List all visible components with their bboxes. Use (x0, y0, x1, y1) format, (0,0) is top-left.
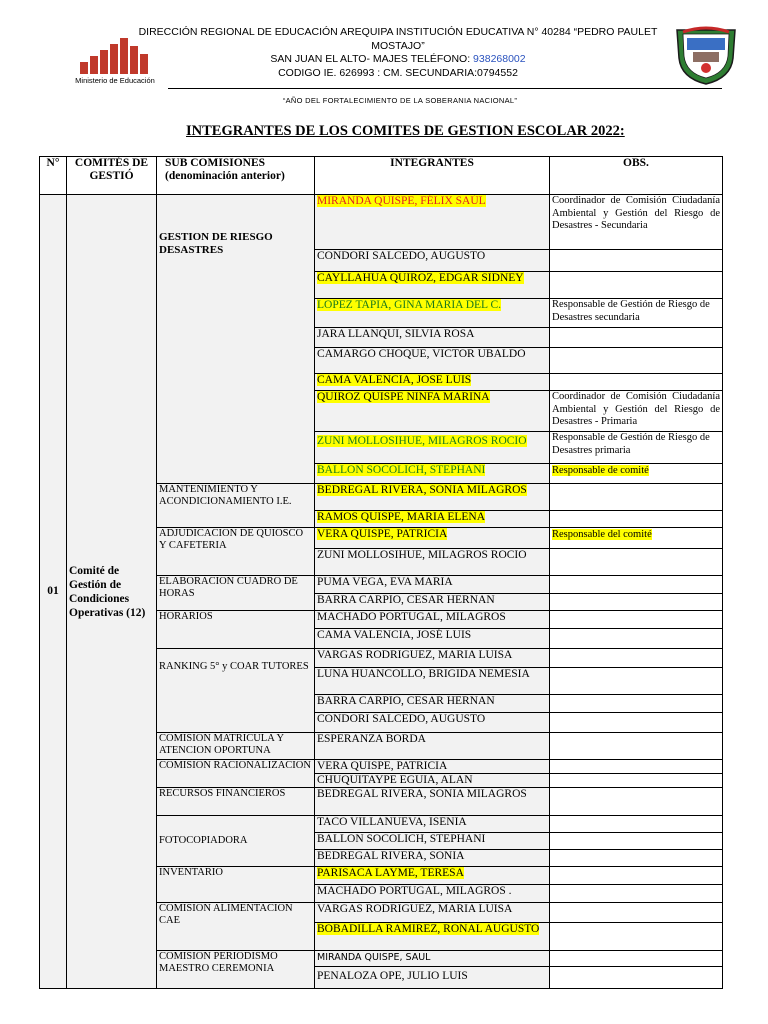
obs-cell (550, 549, 723, 576)
member-cell: BARRA CARPIO, CESAR HERNAN (315, 695, 550, 713)
institution-header (118, 26, 678, 80)
obs-cell (550, 649, 723, 668)
header-number: N° (40, 157, 67, 195)
ministry-label: Ministerio de Educación (75, 76, 155, 85)
table-header-row (40, 157, 723, 195)
table-row (40, 195, 723, 250)
member-cell: BEDREGAL RIVERA, SONIA MILAGROS (315, 484, 550, 511)
obs-cell (550, 885, 723, 903)
member-cell: VERA QUISPE, PATRICIA (315, 528, 550, 549)
header-committee: COMITÉS DE GESTIÓ (67, 157, 157, 195)
member-cell: PENALOZA OPE, JULIO LUIS (315, 967, 550, 989)
member-cell: TACO VILLANUEVA, ISENIA (315, 816, 550, 833)
header-line-1: DIRECCIÓN REGIONAL DE EDUCACIÓN AREQUIPA INSTITUCIÓN EDUCATIVA N° 40284 “PEDRO PAULET MOSTAJO” (138, 26, 658, 52)
header-members: INTEGRANTES (315, 157, 550, 195)
member-cell: VARGAS RODRIGUEZ, MARIA LUISA (315, 649, 550, 668)
subcommission-label: RANKING 5° y COAR TUTORES (157, 649, 315, 733)
subcommission-label: ADJUDICACION DE QUIOSCO Y CAFETERIA (157, 528, 315, 576)
obs-cell: Coordinador de Comisión Ciudadanía Ambiental y Gestión del Riesgo de Desastres - Secundaria (550, 195, 723, 250)
subcommission-label: COMISION ALIMENTACION CAE (157, 903, 315, 951)
obs-cell (550, 511, 723, 528)
obs-cell (550, 760, 723, 774)
obs-cell (550, 923, 723, 951)
subcommission-label: COMISION PERIODISMO MAESTRO CEREMONIA (157, 951, 315, 989)
member-cell: MIRANDA QUISPE, SAUL (315, 951, 550, 967)
member-cell: RAMOS QUISPE, MARIA ELENA (315, 511, 550, 528)
member-cell: MACHADO PORTUGAL, MILAGROS (315, 611, 550, 629)
header-obs: OBS. (550, 157, 723, 195)
header-rule (168, 88, 722, 89)
member-cell: BOBADILLA RAMIREZ, RONAL AUGUSTO (315, 923, 550, 951)
obs-cell (550, 951, 723, 967)
subcommission-label: ELABORACION CUADRO DE HORAS (157, 576, 315, 611)
obs-cell (550, 774, 723, 788)
subcommission-label: HORARIOS (157, 611, 315, 649)
member-cell: JARA LLANQUI, SILVIA ROSA (315, 328, 550, 348)
member-cell: BEDREGAL RIVERA, SONIA MILAGROS (315, 788, 550, 816)
page-title: INTEGRANTES DE LOS COMITES DE GESTION ESCOLAR 2022: (186, 123, 625, 139)
member-cell: BALLON SOCOLICH, STEPHANI (315, 833, 550, 850)
obs-cell (550, 374, 723, 391)
obs-cell (550, 833, 723, 850)
committee-number: 01 (40, 195, 67, 989)
header-subcommission: SUB COMISIONES (denominación anterior) (157, 157, 315, 195)
member-cell: CAMA VALENCIA, JOSÉ LUIS (315, 629, 550, 649)
member-cell: CONDORI SALCEDO, AUGUSTO (315, 250, 550, 272)
obs-cell (550, 484, 723, 511)
member-cell: QUIROZ QUISPE NINFA MARINA (315, 391, 550, 432)
member-cell: CHUQUITAYPE EGUIA, ALAN (315, 774, 550, 788)
committees-table (39, 156, 723, 989)
obs-cell (550, 668, 723, 695)
subcommission-label: RECURSOS FINANCIEROS (157, 788, 315, 816)
obs-cell (550, 733, 723, 760)
obs-cell (550, 576, 723, 594)
subcommission-label: INVENTARIO (157, 867, 315, 903)
member-cell: ZUNI MOLLOSIHUE, MILAGROS ROCIO (315, 432, 550, 464)
subcommission-label: FOTOCOPIADORA (157, 816, 315, 867)
obs-cell (550, 250, 723, 272)
member-cell: CONDORI SALCEDO, AUGUSTO (315, 713, 550, 733)
obs-cell (550, 328, 723, 348)
member-cell: BARRA CARPIO, CESAR HERNAN (315, 594, 550, 611)
obs-cell (550, 695, 723, 713)
header-line-3: CODIGO IE. 626993 : CM. SECUNDARIA:0794552 (278, 66, 518, 79)
member-cell: PARISACA LAYME, TERESA (315, 867, 550, 885)
member-cell: ZUNI MOLLOSIHUE, MILAGROS ROCIO (315, 549, 550, 576)
member-cell: PUMA VEGA, EVA MARIA (315, 576, 550, 594)
subcommission-label: COMISION MATRICULA Y ATENCION OPORTUNA (157, 733, 315, 760)
obs-cell: Responsable del comité (550, 528, 723, 549)
obs-cell (550, 594, 723, 611)
obs-cell: Responsable de Gestión de Riesgo de Desastres primaria (550, 432, 723, 464)
obs-cell (550, 713, 723, 733)
member-cell: LUNA HUANCOLLO, BRIGIDA NEMESIA (315, 668, 550, 695)
member-cell: ESPERANZA BORDA (315, 733, 550, 760)
obs-cell (550, 348, 723, 374)
obs-cell: Responsable de Gestión de Riesgo de Desastres secundaria (550, 299, 723, 328)
committee-name: Comité de Gestión de Condiciones Operativas (12) (67, 195, 157, 989)
obs-cell (550, 967, 723, 989)
obs-cell (550, 816, 723, 833)
year-motto: “AÑO DEL FORTALECIMIENTO DE LA SOBERANIA NACIONAL” (282, 96, 518, 105)
subcommission-label: COMISION RACIONALIZACION (157, 760, 315, 788)
member-cell: VARGAS RODRIGUEZ, MARIA LUISA (315, 903, 550, 923)
member-cell: CAYLLAHUA QUIROZ, EDGAR SIDNEY (315, 272, 550, 299)
subcommission-label: GESTION DE RIESGO DESASTRES (157, 195, 315, 484)
obs-cell (550, 788, 723, 816)
member-cell: MACHADO PORTUGAL, MILAGROS . (315, 885, 550, 903)
member-cell: LOPEZ TAPIA, GINA MARIA DEL C. (315, 299, 550, 328)
header-line-2: SAN JUAN EL ALTO- MAJES TELÉFONO: 938268002 (270, 53, 526, 65)
member-cell: BEDREGAL RIVERA, SONIA (315, 850, 550, 867)
school-crest-icon (673, 24, 739, 86)
obs-cell (550, 850, 723, 867)
member-cell: CAMARGO CHOQUE, VICTOR UBALDO (315, 348, 550, 374)
obs-cell (550, 867, 723, 885)
obs-cell (550, 272, 723, 299)
obs-cell: Responsable de comité (550, 464, 723, 484)
phone-number: 938268002 (473, 53, 526, 65)
obs-cell (550, 611, 723, 629)
obs-cell: Coordinador de Comisión Ciudadanía Ambiental y Gestión del Riesgo de Desastres - Primaria (550, 391, 723, 432)
obs-cell (550, 629, 723, 649)
member-cell: CAMA VALENCIA, JOSE LUIS (315, 374, 550, 391)
member-cell: MIRANDA QUISPE, FÉLIX SAÚL (315, 195, 550, 250)
member-cell: BALLON SOCOLICH, STEPHANI (315, 464, 550, 484)
member-cell: VERA QUISPE, PATRICIA (315, 760, 550, 774)
obs-cell (550, 903, 723, 923)
subcommission-label: MANTENIMIENTO Y ACONDICIONAMIENTO I.E. (157, 484, 315, 528)
